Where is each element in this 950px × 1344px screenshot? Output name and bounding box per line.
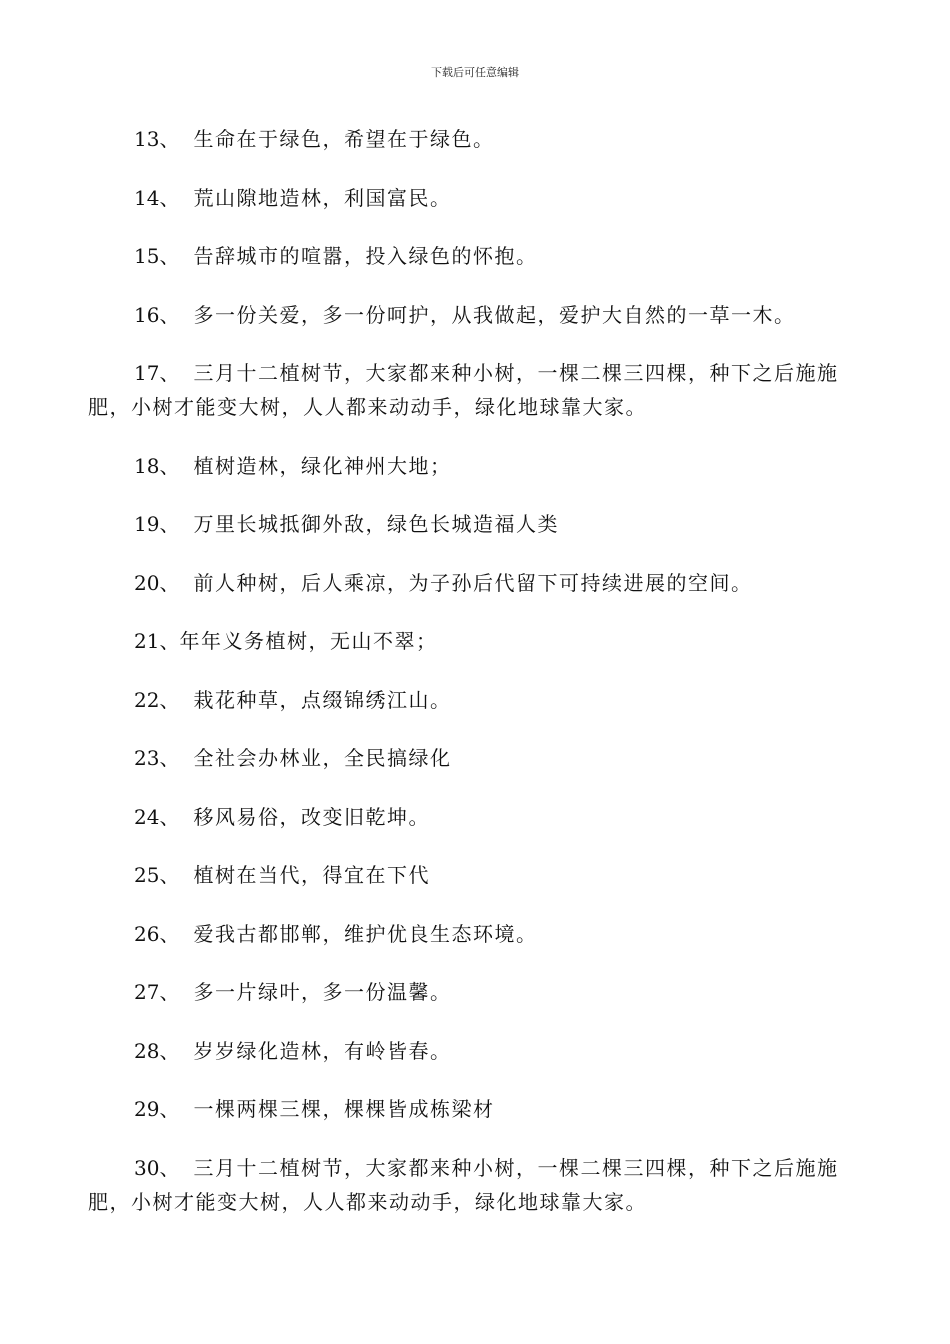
item-text: 岁岁绿化造林，有岭皆春。 — [193, 1038, 452, 1063]
item-number: 21、 — [134, 629, 180, 653]
item-text: 三月十二植树节，大家都来种小树，一棵二棵三四棵，种下之后施施肥，小树才能变大树，人人都来动动手，绿化地球靠大家。 — [88, 1155, 839, 1214]
list-item — [88, 298, 864, 332]
list-item — [88, 858, 864, 892]
item-text: 前人种树，后人乘凉，为子孙后代留下可持续进展的空间。 — [193, 570, 753, 595]
item-text: 告辞城市的喧嚣，投入绿色的怀抱。 — [193, 244, 538, 268]
item-number: 20、 — [134, 570, 180, 595]
item-text: 一棵两棵三棵，棵棵皆成栋梁材 — [193, 1097, 495, 1121]
item-text: 栽花种草，点缀锦绣江山。 — [193, 687, 452, 712]
list-item — [88, 239, 864, 273]
list-item — [88, 917, 864, 951]
item-text: 植树在当代，得宜在下代 — [193, 863, 430, 887]
item-number: 22、 — [134, 687, 180, 712]
item-number: 16、 — [134, 302, 180, 327]
item-text: 全社会办林业，全民搞绿化 — [193, 746, 452, 770]
item-text: 生命在于绿色，希望在于绿色。 — [193, 127, 495, 151]
item-text: 三月十二植树节，大家都来种小树，一棵二棵三四棵，种下之后施施肥，小树才能变大树，人人都来动动手，绿化地球靠大家。 — [88, 361, 839, 419]
item-text: 多一片绿叶，多一份温馨。 — [193, 980, 452, 1004]
list-item — [88, 800, 864, 834]
item-number: 25、 — [134, 863, 180, 887]
document-body — [88, 122, 864, 1243]
item-number: 30、 — [134, 1155, 180, 1180]
list-item — [88, 356, 864, 424]
item-text: 荒山隙地造林，利国富民。 — [193, 185, 452, 210]
item-number: 18、 — [134, 453, 180, 478]
item-number: 13、 — [134, 127, 180, 151]
list-item — [88, 507, 864, 541]
item-number: 27、 — [134, 980, 180, 1004]
item-number: 23、 — [134, 746, 180, 770]
item-number: 19、 — [134, 512, 180, 536]
list-item — [88, 624, 864, 658]
page-header: 下载后可任意编辑 — [431, 66, 519, 79]
list-item — [88, 683, 864, 717]
item-number: 29、 — [134, 1097, 180, 1121]
list-item — [88, 1092, 864, 1126]
item-number: 26、 — [134, 921, 180, 946]
list-item — [88, 975, 864, 1009]
list-item — [88, 181, 864, 215]
item-text: 多一份关爱，多一份呵护，从我做起，爱护大自然的一草一木。 — [193, 302, 796, 327]
item-number: 28、 — [134, 1038, 180, 1063]
list-item — [88, 1034, 864, 1068]
item-number: 24、 — [134, 804, 180, 829]
list-item — [88, 449, 864, 483]
item-text: 年年义务植树，无山不翠； — [179, 629, 438, 653]
item-number: 17、 — [134, 361, 180, 385]
list-item — [88, 122, 864, 156]
item-text: 万里长城抵御外敌，绿色长城造福人类 — [193, 512, 559, 536]
item-text: 爱我古都邯郸，维护优良生态环境。 — [193, 921, 538, 946]
item-number: 14、 — [134, 185, 180, 210]
list-item — [88, 566, 864, 600]
item-text: 植树造林，绿化神州大地； — [193, 453, 452, 478]
item-text: 移风易俗，改变旧乾坤。 — [193, 804, 430, 829]
item-number: 15、 — [134, 244, 180, 268]
list-item — [88, 1151, 864, 1219]
list-item — [88, 741, 864, 775]
